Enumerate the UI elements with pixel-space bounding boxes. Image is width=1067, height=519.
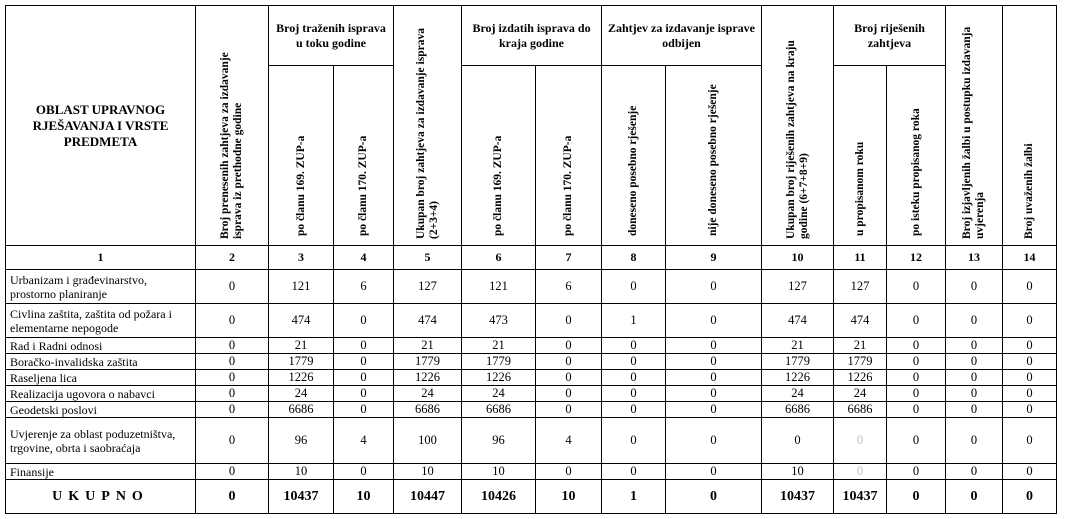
cell-col11: 1226 bbox=[834, 370, 887, 386]
cell-col13: 0 bbox=[946, 418, 1003, 464]
cell-col13: 0 bbox=[946, 270, 1003, 304]
cell-col7: 0 bbox=[536, 386, 602, 402]
cell-col13: 0 bbox=[946, 402, 1003, 418]
column-number: 3 bbox=[269, 246, 334, 270]
cell-col3: 6686 bbox=[269, 402, 334, 418]
cell-col9: 0 bbox=[666, 270, 762, 304]
cell-col11: 1779 bbox=[834, 354, 887, 370]
row-label: Finansije bbox=[6, 464, 196, 480]
header-col3: po članu 169. ZUP-a bbox=[269, 66, 334, 246]
cell-col8: 0 bbox=[602, 402, 666, 418]
cell-col5: 127 bbox=[394, 270, 462, 304]
cell-col9: 0 bbox=[666, 304, 762, 338]
cell-col9: 0 bbox=[666, 464, 762, 480]
cell-col7: 0 bbox=[536, 402, 602, 418]
cell-col4: 0 bbox=[334, 402, 394, 418]
total-col3: 10437 bbox=[269, 480, 334, 514]
header-col9: nije doneseno posebno rješenje bbox=[666, 66, 762, 246]
cell-col14: 0 bbox=[1003, 304, 1057, 338]
cell-col14: 0 bbox=[1003, 464, 1057, 480]
cell-col5: 6686 bbox=[394, 402, 462, 418]
cell-col4: 0 bbox=[334, 370, 394, 386]
column-number: 11 bbox=[834, 246, 887, 270]
total-col12: 0 bbox=[887, 480, 946, 514]
cell-col9: 0 bbox=[666, 418, 762, 464]
header-area: OBLAST UPRAVNOG RJEŠAVANJA I VRSTE PREDMETA bbox=[6, 6, 196, 246]
header-group-rijesenih: Broj riješenih zahtjeva bbox=[834, 6, 946, 66]
cell-col12: 0 bbox=[887, 402, 946, 418]
cell-col10: 21 bbox=[762, 338, 834, 354]
cell-col10: 10 bbox=[762, 464, 834, 480]
cell-col14: 0 bbox=[1003, 418, 1057, 464]
cell-col11: 24 bbox=[834, 386, 887, 402]
cell-col5: 100 bbox=[394, 418, 462, 464]
cell-col3: 474 bbox=[269, 304, 334, 338]
cell-col13: 0 bbox=[946, 304, 1003, 338]
column-number: 10 bbox=[762, 246, 834, 270]
column-number: 6 bbox=[462, 246, 536, 270]
cell-col12: 0 bbox=[887, 386, 946, 402]
row-label: Urbanizam i građevinarstvo, prostorno planiranje bbox=[6, 270, 196, 304]
cell-col11: 474 bbox=[834, 304, 887, 338]
cell-col14: 0 bbox=[1003, 386, 1057, 402]
cell-col7: 0 bbox=[536, 464, 602, 480]
table-body bbox=[6, 246, 1057, 514]
cell-col6: 473 bbox=[462, 304, 536, 338]
cell-col2: 0 bbox=[196, 370, 269, 386]
header-group-trazenih: Broj traženih isprava u toku godine bbox=[269, 6, 394, 66]
row-label: Geodetski poslovi bbox=[6, 402, 196, 418]
total-col9: 0 bbox=[666, 480, 762, 514]
header-group-odbijen: Zahtjev za izdavanje isprave odbijen bbox=[602, 6, 762, 66]
cell-col8: 0 bbox=[602, 338, 666, 354]
cell-col11: 127 bbox=[834, 270, 887, 304]
header-col8: doneseno posebno rješenje bbox=[602, 66, 666, 246]
cell-col4: 0 bbox=[334, 338, 394, 354]
cell-col14: 0 bbox=[1003, 370, 1057, 386]
column-number: 7 bbox=[536, 246, 602, 270]
row-label: Realizacija ugovora o nabavci bbox=[6, 386, 196, 402]
header-col11: u propisanom roku bbox=[834, 66, 887, 246]
header-col12: po isteku propisanog roka bbox=[887, 66, 946, 246]
total-col10: 10437 bbox=[762, 480, 834, 514]
cell-col10: 0 bbox=[762, 418, 834, 464]
cell-col3: 96 bbox=[269, 418, 334, 464]
cell-col4: 6 bbox=[334, 270, 394, 304]
cell-col9: 0 bbox=[666, 386, 762, 402]
cell-col13: 0 bbox=[946, 338, 1003, 354]
cell-col4: 0 bbox=[334, 354, 394, 370]
row-label: Civlina zaštita, zaštita od požara i elementarne nepogode bbox=[6, 304, 196, 338]
cell-col5: 474 bbox=[394, 304, 462, 338]
cell-col10: 127 bbox=[762, 270, 834, 304]
total-row bbox=[6, 480, 1057, 514]
cell-col14: 0 bbox=[1003, 270, 1057, 304]
total-col6: 10426 bbox=[462, 480, 536, 514]
cell-col4: 0 bbox=[334, 386, 394, 402]
report-table bbox=[5, 5, 1057, 514]
cell-col8: 0 bbox=[602, 370, 666, 386]
total-col2: 0 bbox=[196, 480, 269, 514]
total-col14: 0 bbox=[1003, 480, 1057, 514]
cell-col8: 0 bbox=[602, 270, 666, 304]
table-row bbox=[6, 418, 1057, 464]
cell-col2: 0 bbox=[196, 338, 269, 354]
cell-col6: 1226 bbox=[462, 370, 536, 386]
cell-col7: 0 bbox=[536, 338, 602, 354]
header-col5: Ukupan broj zahtjeva za izdavanje isprava (2+3+4) bbox=[394, 6, 462, 246]
row-label: Boračko-invalidska zaštita bbox=[6, 354, 196, 370]
cell-col12: 0 bbox=[887, 338, 946, 354]
cell-col3: 121 bbox=[269, 270, 334, 304]
cell-col11: 6686 bbox=[834, 402, 887, 418]
cell-col13: 0 bbox=[946, 354, 1003, 370]
header-col14: Broj uvaženih žalbi bbox=[1003, 6, 1057, 246]
cell-col14: 0 bbox=[1003, 402, 1057, 418]
cell-col4: 4 bbox=[334, 418, 394, 464]
total-col13: 0 bbox=[946, 480, 1003, 514]
row-label: Raseljena lica bbox=[6, 370, 196, 386]
cell-col2: 0 bbox=[196, 270, 269, 304]
cell-col11: 0 bbox=[834, 464, 887, 480]
table-row bbox=[6, 270, 1057, 304]
cell-col6: 121 bbox=[462, 270, 536, 304]
cell-col9: 0 bbox=[666, 338, 762, 354]
total-label: UKUPNO bbox=[6, 480, 196, 514]
cell-col9: 0 bbox=[666, 370, 762, 386]
cell-col3: 1226 bbox=[269, 370, 334, 386]
total-col11: 10437 bbox=[834, 480, 887, 514]
cell-col10: 1226 bbox=[762, 370, 834, 386]
cell-col6: 6686 bbox=[462, 402, 536, 418]
row-label: Uvjerenje za oblast poduzetništva, trgovine, obrta i saobraćaja bbox=[6, 418, 196, 464]
cell-col2: 0 bbox=[196, 386, 269, 402]
cell-col6: 96 bbox=[462, 418, 536, 464]
total-col5: 10447 bbox=[394, 480, 462, 514]
cell-col12: 0 bbox=[887, 370, 946, 386]
cell-col13: 0 bbox=[946, 386, 1003, 402]
cell-col14: 0 bbox=[1003, 338, 1057, 354]
header-col6: po članu 169. ZUP-a bbox=[462, 66, 536, 246]
table-row bbox=[6, 338, 1057, 354]
cell-col7: 6 bbox=[536, 270, 602, 304]
cell-col2: 0 bbox=[196, 418, 269, 464]
cell-col9: 0 bbox=[666, 354, 762, 370]
table-row bbox=[6, 370, 1057, 386]
cell-col12: 0 bbox=[887, 464, 946, 480]
table-row bbox=[6, 304, 1057, 338]
cell-col8: 1 bbox=[602, 304, 666, 338]
header-group-izdatih: Broj izdatih isprava do kraja godine bbox=[462, 6, 602, 66]
cell-col12: 0 bbox=[887, 418, 946, 464]
cell-col3: 1779 bbox=[269, 354, 334, 370]
column-number: 2 bbox=[196, 246, 269, 270]
total-col7: 10 bbox=[536, 480, 602, 514]
header-col10: Ukupan broj riješenih zahtjeva na kraju godine (6+7+8+9) bbox=[762, 6, 834, 246]
table-row bbox=[6, 386, 1057, 402]
cell-col11: 0 bbox=[834, 418, 887, 464]
cell-col3: 21 bbox=[269, 338, 334, 354]
total-col8: 1 bbox=[602, 480, 666, 514]
cell-col5: 21 bbox=[394, 338, 462, 354]
cell-col5: 1779 bbox=[394, 354, 462, 370]
cell-col2: 0 bbox=[196, 402, 269, 418]
cell-col10: 24 bbox=[762, 386, 834, 402]
cell-col10: 6686 bbox=[762, 402, 834, 418]
cell-col9: 0 bbox=[666, 402, 762, 418]
row-label: Rad i Radni odnosi bbox=[6, 338, 196, 354]
cell-col5: 24 bbox=[394, 386, 462, 402]
column-number: 13 bbox=[946, 246, 1003, 270]
cell-col6: 10 bbox=[462, 464, 536, 480]
cell-col13: 0 bbox=[946, 370, 1003, 386]
cell-col12: 0 bbox=[887, 304, 946, 338]
cell-col5: 1226 bbox=[394, 370, 462, 386]
table-row bbox=[6, 354, 1057, 370]
header-col7: po članu 170. ZUP-a bbox=[536, 66, 602, 246]
cell-col12: 0 bbox=[887, 354, 946, 370]
cell-col3: 10 bbox=[269, 464, 334, 480]
column-number: 8 bbox=[602, 246, 666, 270]
total-col4: 10 bbox=[334, 480, 394, 514]
cell-col8: 0 bbox=[602, 354, 666, 370]
cell-col8: 0 bbox=[602, 386, 666, 402]
cell-col10: 474 bbox=[762, 304, 834, 338]
cell-col2: 0 bbox=[196, 304, 269, 338]
column-number-row bbox=[6, 246, 1057, 270]
cell-col14: 0 bbox=[1003, 354, 1057, 370]
cell-col2: 0 bbox=[196, 464, 269, 480]
cell-col6: 24 bbox=[462, 386, 536, 402]
column-number: 1 bbox=[6, 246, 196, 270]
cell-col4: 0 bbox=[334, 464, 394, 480]
cell-col7: 4 bbox=[536, 418, 602, 464]
cell-col8: 0 bbox=[602, 464, 666, 480]
cell-col5: 10 bbox=[394, 464, 462, 480]
cell-col2: 0 bbox=[196, 354, 269, 370]
column-number: 12 bbox=[887, 246, 946, 270]
column-number: 9 bbox=[666, 246, 762, 270]
header-col2: Broj prenesenih zahtjeva za izdavanje isprava iz prethodne godine bbox=[196, 6, 269, 246]
table-row bbox=[6, 402, 1057, 418]
cell-col12: 0 bbox=[887, 270, 946, 304]
cell-col6: 1779 bbox=[462, 354, 536, 370]
cell-col7: 0 bbox=[536, 354, 602, 370]
header-col13: Broj izjavljenih žalbi u postupku izdavanja uvjerenja bbox=[946, 6, 1003, 246]
cell-col7: 0 bbox=[536, 370, 602, 386]
column-number: 5 bbox=[394, 246, 462, 270]
cell-col3: 24 bbox=[269, 386, 334, 402]
cell-col7: 0 bbox=[536, 304, 602, 338]
column-number: 14 bbox=[1003, 246, 1057, 270]
cell-col6: 21 bbox=[462, 338, 536, 354]
table-row bbox=[6, 464, 1057, 480]
cell-col10: 1779 bbox=[762, 354, 834, 370]
cell-col11: 21 bbox=[834, 338, 887, 354]
header-col4: po članu 170. ZUP-a bbox=[334, 66, 394, 246]
cell-col13: 0 bbox=[946, 464, 1003, 480]
cell-col8: 0 bbox=[602, 418, 666, 464]
column-number: 4 bbox=[334, 246, 394, 270]
cell-col4: 0 bbox=[334, 304, 394, 338]
